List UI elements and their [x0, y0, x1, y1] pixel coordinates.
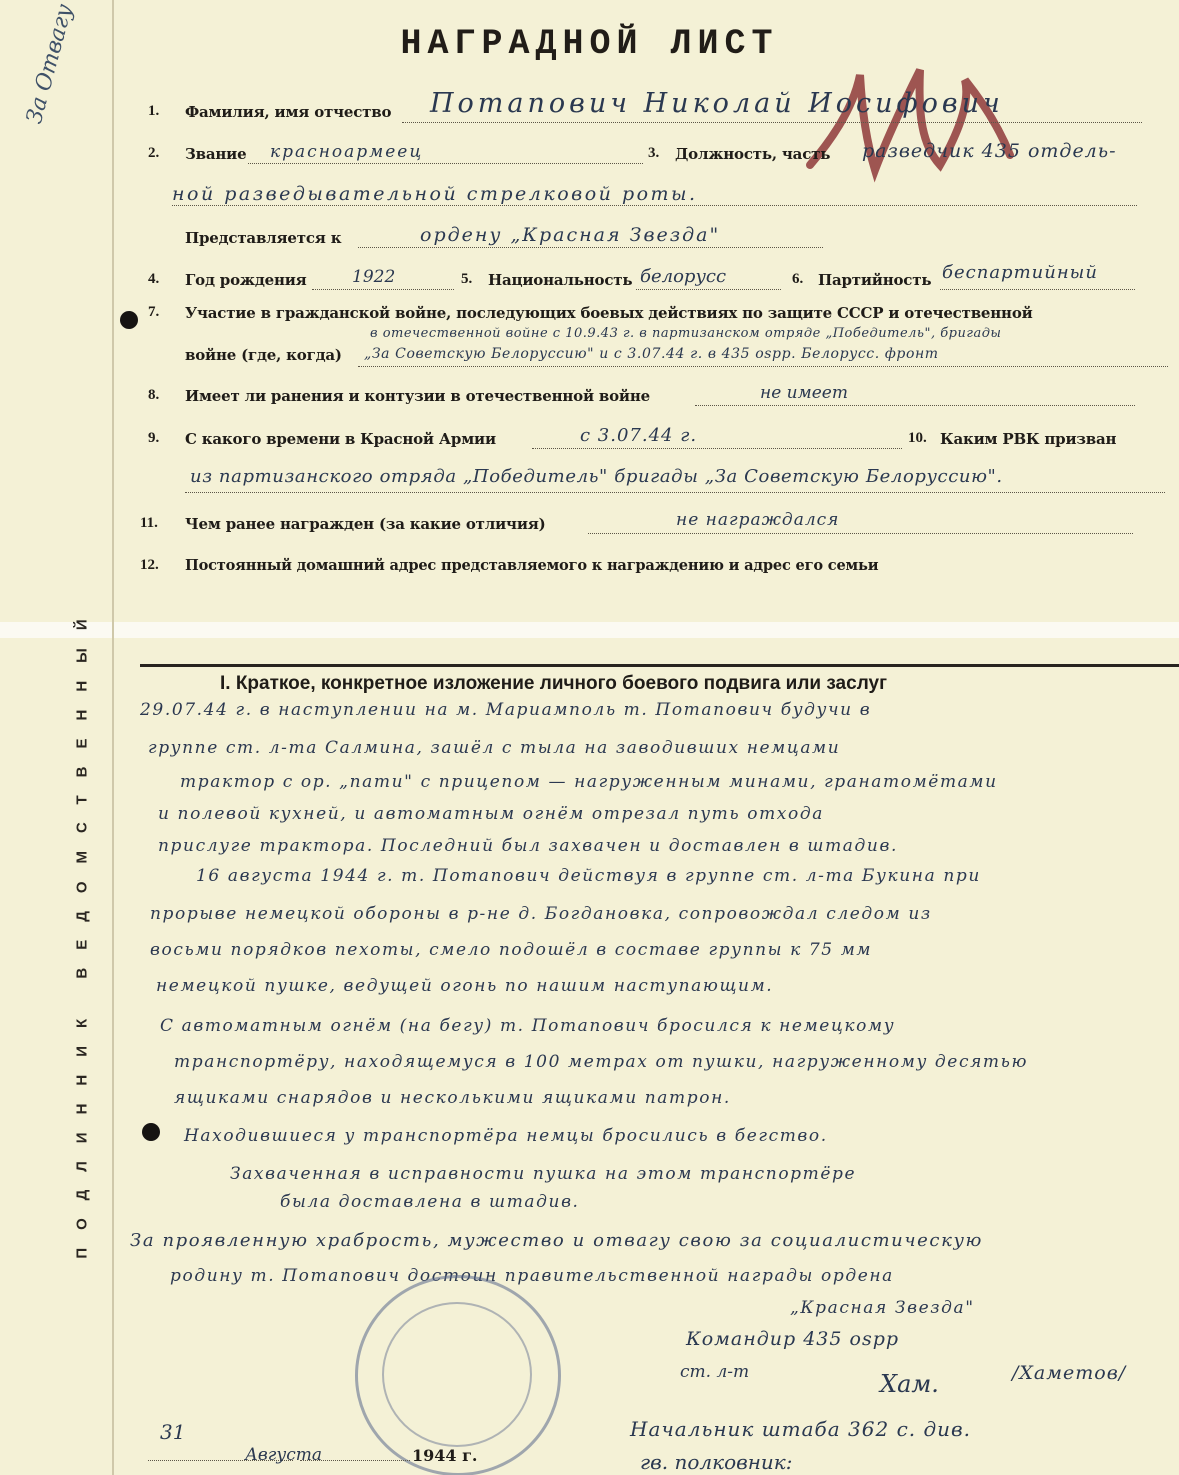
story-line: группе ст. л-та Салмина, зашёл с тыла на заводивших немцами [148, 738, 841, 758]
story-line: была доставлена в штадив. [280, 1192, 580, 1212]
section-heading: I. Краткое, конкретное изложение личного боевого подвига или заслуг [220, 673, 887, 694]
field-7-value-2: „За Советскую Белоруссию" и с 3.07.44 г. в 435 оsрр. Белорусс. фронт [364, 346, 939, 362]
field-6-label: Партийность [818, 271, 932, 289]
field-2-num: 2. [148, 145, 160, 161]
field-9-label: С какого времени в Красной Армии [185, 430, 496, 448]
story-line: 16 августа 1944 г. т. Потапович действуя в группе ст. л-та Букина при [196, 866, 981, 886]
story-line: родину т. Потапович достоин правительственной награды ордена [170, 1266, 894, 1286]
field-5-label: Национальность [488, 271, 633, 289]
field-7-label: Участие в гражданской войне, последующих боевых действиях по защите СССР и отечественной [185, 304, 1033, 322]
field-6-line [940, 289, 1135, 290]
commander-sign: Хам. [880, 1370, 939, 1398]
field-9-num: 9. [148, 430, 160, 446]
story-line: немецкой пушке, ведущей огонь по нашим наступающим. [156, 976, 774, 996]
field-8-value: не имеет [760, 383, 848, 403]
field-8-label: Имеет ли ранения и контузии в отечественной войне [185, 387, 650, 405]
story-line: транспортёру, находящемуся в 100 метрах от пушки, нагруженному десятью [174, 1052, 1029, 1072]
field-8-num: 8. [148, 387, 160, 403]
chief-of-staff: Начальник штаба 362 с. див. [630, 1417, 972, 1441]
field-6-value: беспартийный [942, 262, 1098, 283]
field-4-line [312, 289, 454, 290]
field-12-label: Постоянный домашний адрес представляемого к награждению и адрес его семьи [185, 557, 879, 574]
date-day: 31 [160, 1420, 186, 1444]
story-line: ящиками снарядов и несколькими ящиками патрон. [174, 1088, 731, 1108]
field-3-value-cont: ной разведывательной стрелковой роты. [172, 183, 698, 205]
field-3-value: разведчик 435 отдель- [862, 140, 1117, 162]
nominated-label: Представляется к [185, 229, 342, 247]
commander-name: /Хаметов/ [1012, 1362, 1127, 1384]
field-11-value: не награждался [676, 510, 840, 530]
field-6-num: 6. [792, 271, 804, 287]
story-line: „Красная Звезда" [790, 1298, 975, 1318]
field-9-line [532, 448, 902, 449]
sheet-fold [0, 622, 1179, 638]
story-line: восьми порядков пехоты, смело подошёл в составе группы к 75 мм [150, 940, 873, 960]
story-line: С автоматным огнём (на бегу) т. Потапович бросился к немецкому [160, 1016, 896, 1036]
field-1-label: Фамилия, имя отчество [185, 103, 392, 121]
field-10-num: 10. [908, 430, 927, 446]
margin-note: За Отвагу [22, 1, 78, 127]
story-line: Захваченная в исправности пушка на этом транспортёре [230, 1164, 857, 1184]
nominated-line [358, 247, 823, 248]
margin-divider [112, 0, 114, 1475]
field-7-line [358, 366, 1168, 367]
nominated-value: ордену „Красная Звезда" [420, 224, 721, 246]
field-4-label: Год рождения [185, 271, 307, 289]
field-3-label: Должность, часть [675, 145, 831, 163]
field-2-value: красноармеец [270, 142, 424, 162]
story-line: 29.07.44 г. в наступлении на м. Мариамполь т. Потапович будучи в [140, 700, 872, 720]
field-12-num: 12. [140, 557, 159, 573]
field-5-value: белорусс [640, 266, 727, 287]
commander-rank: ст. л-т [680, 1362, 750, 1382]
story-line: и полевой кухней, и автоматным огнём отрезал путь отхода [158, 804, 824, 824]
field-10-value: из партизанского отряда „Победитель" бригады „За Советскую Белоруссию". [190, 466, 1003, 487]
field-4-value: 1922 [352, 267, 396, 287]
story-line: прислуге трактора. Последний был захвачен и доставлен в штадив. [158, 836, 898, 856]
chief-rank: гв. полковник: [640, 1450, 793, 1474]
field-10-line [185, 492, 1165, 493]
official-seal [355, 1275, 561, 1475]
page-title: НАГРАДНОЙ ЛИСТ [400, 24, 779, 64]
field-2-label: Звание [185, 145, 247, 163]
commander-title: Командир 435 оsрр [686, 1328, 900, 1350]
field-3-line-2 [172, 205, 1137, 206]
field-5-line [636, 289, 781, 290]
field-7-label-2: войне (где, когда) [185, 346, 342, 364]
field-5-num: 5. [461, 271, 473, 287]
field-11-label: Чем ранее награжден (за какие отличия) [185, 515, 546, 533]
field-1-value: Потапович Николай Иосифович [430, 88, 1004, 119]
field-3-num: 3. [648, 145, 660, 161]
field-4-num: 4. [148, 271, 160, 287]
field-11-num: 11. [140, 515, 158, 531]
field-1-num: 1. [148, 103, 160, 119]
punch-hole-1 [120, 311, 138, 329]
date-month-line [300, 1460, 410, 1461]
field-7-value: в отечественной войне с 10.9.43 г. в партизанском отряде „Победитель", бригады [370, 326, 1002, 341]
story-line: За проявленную храбрость, мужество и отвагу свою за социалистическую [130, 1230, 983, 1251]
story-line: трактор с ор. „пати" с прицепом — нагруженным минами, гранатомётами [180, 772, 998, 792]
field-7-num: 7. [148, 304, 160, 320]
section-rule [140, 664, 1179, 667]
story-line: прорыве немецкой обороны в р-не д. Богдановка, сопровождал следом из [150, 904, 932, 924]
field-9-value: с 3.07.44 г. [580, 425, 698, 446]
date-month: Августа [245, 1445, 322, 1465]
field-1-line [402, 122, 1142, 123]
story-line: Находившиеся у транспортёра немцы бросились в бегство. [184, 1126, 828, 1146]
date-year: 1944 г. [412, 1446, 478, 1465]
field-11-line [588, 533, 1133, 534]
side-label: ПОДЛИННИК ВЕДОМСТВЕННЫЙ [73, 601, 91, 1259]
field-8-line [695, 405, 1135, 406]
field-2-line [248, 163, 643, 164]
field-10-label: Каким РВК призван [940, 430, 1117, 448]
punch-hole-2 [142, 1123, 160, 1141]
